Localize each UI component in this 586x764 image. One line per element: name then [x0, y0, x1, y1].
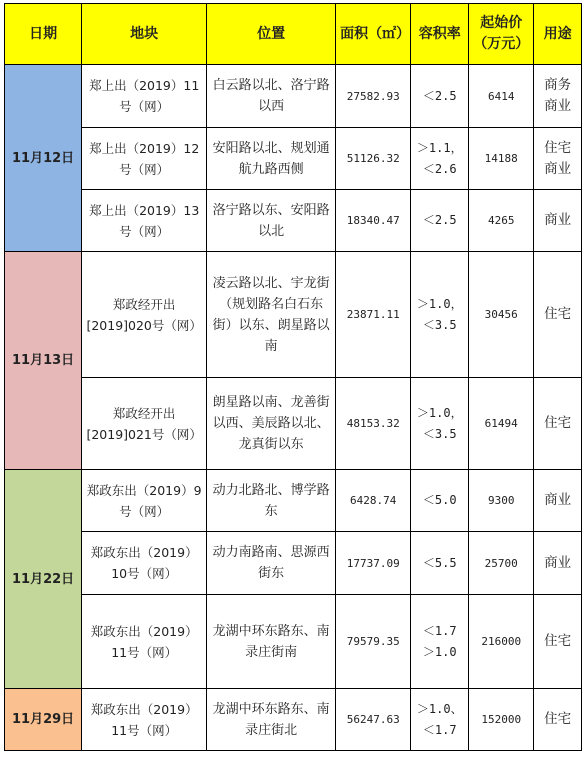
plot-cell: 郑上出（2019）12号（网）: [82, 128, 207, 190]
use-cell: 商业: [534, 532, 582, 595]
location-cell: 龙湖中环东路东、南录庄街南: [207, 595, 336, 689]
area-cell: 51126.32: [336, 128, 411, 190]
use-cell: 商务商业: [534, 65, 582, 128]
plot-cell: 郑政东出（2019）10号（网）: [82, 532, 207, 595]
location-cell: 凌云路以北、宇龙街（规划路名白石东街）以东、朗星路以南: [207, 252, 336, 378]
table-row: [5, 190, 582, 252]
use-cell: 住宅: [534, 252, 582, 378]
table-row: [5, 252, 582, 378]
area-cell: 18340.47: [336, 190, 411, 252]
area-cell: 79579.35: [336, 595, 411, 689]
plot-cell: 郑政东出（2019）11号（网）: [82, 689, 207, 751]
area-cell: 48153.32: [336, 378, 411, 470]
area-cell: 56247.63: [336, 689, 411, 751]
land-auction-table: [4, 3, 582, 751]
price-cell: 25700: [469, 532, 534, 595]
table-row: [5, 128, 582, 190]
far-cell: ＜2.5: [411, 190, 469, 252]
location-cell: 朗星路以南、龙善街以西、美辰路以北、龙真街以东: [207, 378, 336, 470]
header-plot: 地块: [82, 4, 207, 65]
far-cell: ＞1.0，＜3.5: [411, 252, 469, 378]
price-cell: 4265: [469, 190, 534, 252]
table-row: [5, 595, 582, 689]
table-row: [5, 689, 582, 751]
table-row: [5, 378, 582, 470]
far-cell: ＜5.0: [411, 470, 469, 532]
use-cell: 住宅: [534, 689, 582, 751]
table-row: [5, 532, 582, 595]
price-cell: 9300: [469, 470, 534, 532]
location-cell: 白云路以北、洛宁路以西: [207, 65, 336, 128]
plot-cell: 郑政东出（2019）11号（网）: [82, 595, 207, 689]
far-cell: ＞1.0，＜3.5: [411, 378, 469, 470]
location-cell: 动力南路南、思源西街东: [207, 532, 336, 595]
use-cell: 住宅商业: [534, 128, 582, 190]
price-cell: 6414: [469, 65, 534, 128]
header-price: [469, 4, 534, 65]
plot-cell: 郑政东出（2019）9号（网）: [82, 470, 207, 532]
price-cell: 152000: [469, 689, 534, 751]
use-cell: 商业: [534, 470, 582, 532]
price-cell: 30456: [469, 252, 534, 378]
plot-cell: 郑政经开出[2019]020号（网）: [82, 252, 207, 378]
plot-cell: 郑上出（2019）13号（网）: [82, 190, 207, 252]
price-cell: 14188: [469, 128, 534, 190]
area-cell: 17737.09: [336, 532, 411, 595]
far-cell: ＞1.0、＜1.7: [411, 689, 469, 751]
date-cell: 11月13日: [5, 252, 82, 470]
far-cell: ＜2.5: [411, 65, 469, 128]
far-cell: ＞1.1，＜2.6: [411, 128, 469, 190]
location-cell: 龙湖中环东路东、南录庄街北: [207, 689, 336, 751]
date-cell: 11月22日: [5, 470, 82, 689]
area-cell: 27582.93: [336, 65, 411, 128]
header-far: 容积率: [411, 4, 469, 65]
use-cell: 住宅: [534, 595, 582, 689]
price-cell: 216000: [469, 595, 534, 689]
plot-cell: 郑政经开出[2019]021号（网）: [82, 378, 207, 470]
area-cell: 23871.11: [336, 252, 411, 378]
header-row: [5, 4, 582, 65]
location-cell: 动力北路北、博学路东: [207, 470, 336, 532]
far-cell: ＜1.7 ＞1.0: [411, 595, 469, 689]
price-cell: 61494: [469, 378, 534, 470]
header-location: 位置: [207, 4, 336, 65]
use-cell: 商业: [534, 190, 582, 252]
header-date: 日期: [5, 4, 82, 65]
date-cell: 11月29日: [5, 689, 82, 751]
header-price-line1: 起始价: [480, 15, 523, 31]
plot-cell: 郑上出（2019）11号（网）: [82, 65, 207, 128]
header-use: 用途: [534, 4, 582, 65]
location-cell: 安阳路以北、规划通航九路西侧: [207, 128, 336, 190]
header-area: 面积（㎡）: [336, 4, 411, 65]
header-price-line2: （万元）: [473, 36, 530, 52]
location-cell: 洛宁路以东、安阳路以北: [207, 190, 336, 252]
use-cell: 住宅: [534, 378, 582, 470]
date-cell: 11月12日: [5, 65, 82, 252]
area-cell: 6428.74: [336, 470, 411, 532]
table-row: [5, 65, 582, 128]
far-cell: ＜5.5: [411, 532, 469, 595]
table-row: [5, 470, 582, 532]
